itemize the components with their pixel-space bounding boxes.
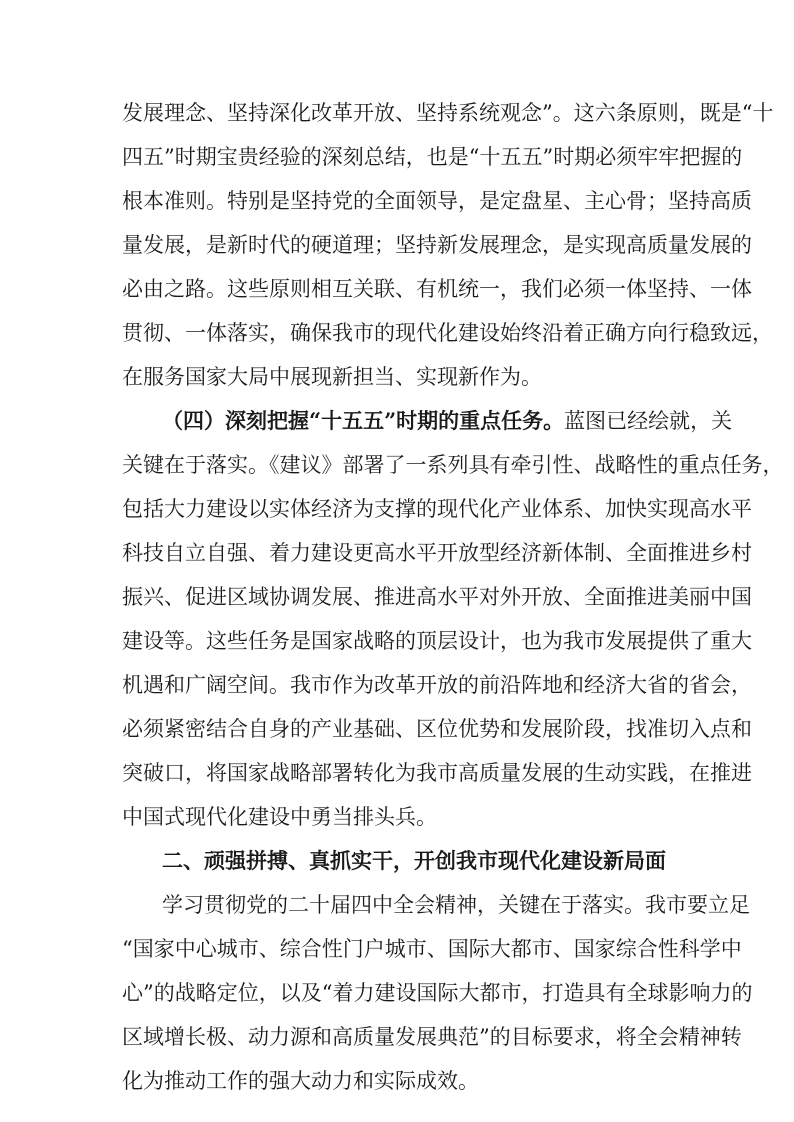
body-text-line: 四五”时期宝贵经验的深刻总结，也是“十五五”时期必须牢牢把握的 [122,145,743,169]
body-text-line: 贯彻、一体落实，确保我市的现代化建设始终沿着正确方向行稳致远， [122,321,773,345]
paragraph-four-text: 蓝图已经绘就，关 [564,409,733,433]
body-text-line: 振兴、促进区域协调发展、推进高水平对外开放、全面推进美丽中国 [122,585,752,609]
paragraph-four-first-line [162,401,733,441]
body-text-line: 必须紧密结合自身的产业基础、区位优势和发展阶段，找准切入点和 [122,717,752,741]
subheading-overflow-spacer [162,1105,674,1122]
body-text-line: 中国式现代化建设中勇当排头兵。 [122,805,437,829]
paragraph-four-heading: （四）深刻把握“十五五”时期的重点任务。 [162,408,565,433]
body-text-line: 机遇和广阔空间。我市作为改革开放的前沿阵地和经济大省的省会， [122,673,752,697]
body-text-line: 科技自立自强、着力建设更高水平开放型经济新体制、全面推进乡村 [122,541,752,565]
body-text-line: 发展理念、坚持深化改革开放、坚持系统观念”。这六条原则，既是“十 [122,101,774,125]
body-text-line: 化为推动工作的强大动力和实际成效。 [122,1069,479,1093]
body-text-line: 区域增长极、动力源和高质量发展典范”的目标要求，将全会精神转 [122,1025,742,1049]
body-text-line: 心”的战略定位，以及“着力建设国际大都市，打造具有全球影响力的 [122,981,753,1005]
body-text-line: 根本准则。特别是坚持党的全面领导，是定盘星、主心骨；坚持高质 [122,189,752,213]
body-text-line: 必由之路。这些原则相互关联、有机统一，我们必须一体坚持、一体 [122,277,752,301]
body-text-line: 包括大力建设以实体经济为支撑的现代化产业体系、加快实现高水平 [122,497,752,521]
section-intro-line: 学习贯彻党的二十届四中全会精神，关键在于落实。我市要立足 [162,893,750,917]
body-text-line: 关键在于落实。《建议》部署了一系列具有牵引性、战略性的重点任务， [122,453,784,477]
section-heading: 二、顽强拼搏、真抓实干，开创我市现代化建设新局面 [162,849,666,873]
body-text-line: 量发展，是新时代的硬道理；坚持新发展理念，是实现高质量发展的 [122,233,752,257]
body-text-line: 在服务国家大局中展现新担当、实现新作为。 [122,365,542,389]
body-text-line: “国家中心城市、综合性门户城市、国际大都市、国家综合性科学中 [122,937,742,961]
body-text-line: 建设等。这些任务是国家战略的顶层设计，也为我市发展提供了重大 [122,629,752,653]
body-text-line: 突破口，将国家战略部署转化为我市高质量发展的生动实践，在推进 [122,761,752,785]
